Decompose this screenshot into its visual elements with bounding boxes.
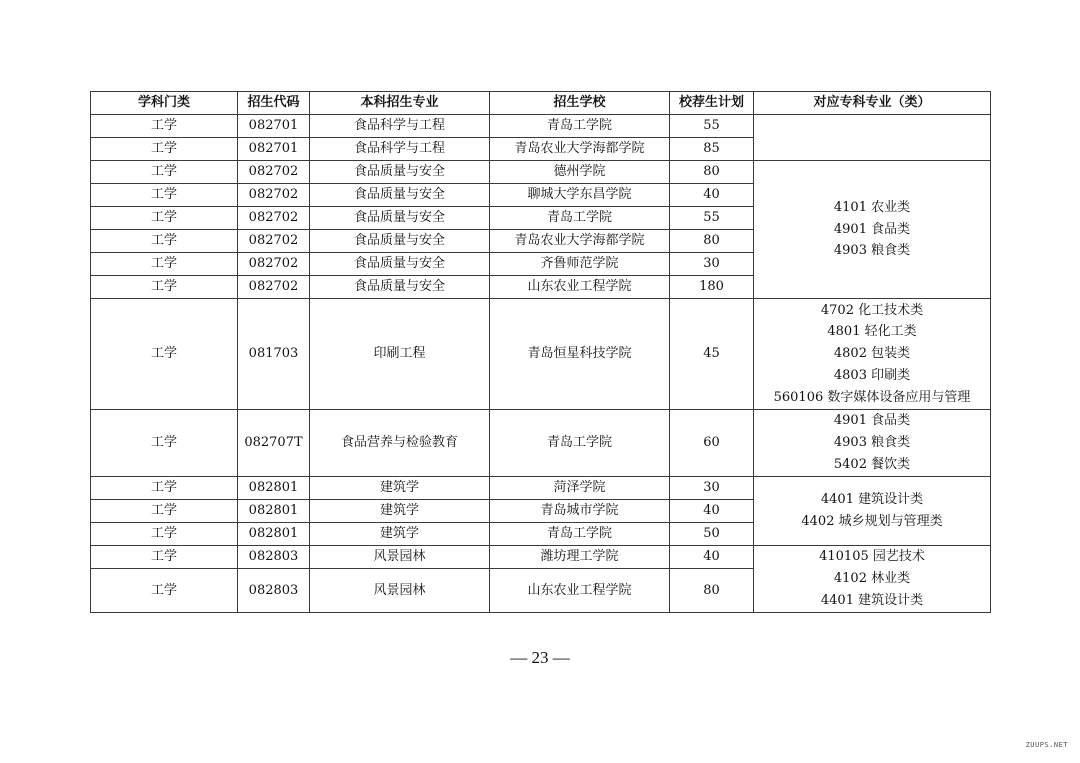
cell-major: 食品科学与工程 bbox=[310, 115, 490, 138]
cell-school: 青岛恒星科技学院 bbox=[490, 299, 670, 410]
cell-school: 青岛农业大学海都学院 bbox=[490, 230, 670, 253]
cell-major: 风景园林 bbox=[310, 569, 490, 613]
cell-school: 青岛工学院 bbox=[490, 523, 670, 546]
cell-school: 山东农业工程学院 bbox=[490, 569, 670, 613]
header-vocational-major: 对应专科专业（类） bbox=[754, 92, 991, 115]
vocational-major-item: 4903 粮食类 bbox=[833, 435, 911, 451]
cell-vocational-majors bbox=[754, 299, 991, 410]
vocational-major-item: 4702 化工技术类 bbox=[820, 302, 924, 318]
cell-discipline: 工学 bbox=[91, 569, 238, 613]
vocational-major-item: 410105 园艺技术 bbox=[819, 549, 925, 565]
cell-plan: 180 bbox=[670, 276, 754, 299]
cell-code: 081703 bbox=[238, 299, 310, 410]
vocational-major-item: 4901 食品类 bbox=[833, 413, 911, 429]
cell-plan: 80 bbox=[670, 230, 754, 253]
header-school: 招生学校 bbox=[490, 92, 670, 115]
cell-code: 082801 bbox=[238, 523, 310, 546]
cell-major: 食品质量与安全 bbox=[310, 230, 490, 253]
cell-vocational-majors bbox=[754, 546, 991, 613]
vocational-major-item: 4803 印刷类 bbox=[833, 367, 911, 383]
cell-code: 082803 bbox=[238, 546, 310, 569]
cell-plan: 85 bbox=[670, 138, 754, 161]
header-row bbox=[91, 92, 991, 115]
cell-plan: 55 bbox=[670, 207, 754, 230]
header-major: 本科招生专业 bbox=[310, 92, 490, 115]
cell-school: 青岛城市学院 bbox=[490, 500, 670, 523]
cell-school: 菏泽学院 bbox=[490, 477, 670, 500]
cell-code: 082701 bbox=[238, 115, 310, 138]
cell-discipline: 工学 bbox=[91, 299, 238, 410]
cell-code: 082801 bbox=[238, 500, 310, 523]
vocational-major-item: 560106 数字媒体设备应用与管理 bbox=[773, 389, 971, 405]
cell-plan: 30 bbox=[670, 477, 754, 500]
cell-major: 印刷工程 bbox=[310, 299, 490, 410]
vocational-major-item: 4402 城乡规划与管理类 bbox=[801, 514, 943, 529]
cell-code: 082702 bbox=[238, 161, 310, 184]
cell-discipline: 工学 bbox=[91, 410, 238, 477]
cell-discipline: 工学 bbox=[91, 546, 238, 569]
vocational-major-item: 4801 轻化工类 bbox=[827, 324, 917, 340]
cell-plan: 50 bbox=[670, 523, 754, 546]
cell-school: 山东农业工程学院 bbox=[490, 276, 670, 299]
table-row bbox=[91, 477, 991, 500]
cell-plan: 30 bbox=[670, 253, 754, 276]
table-row bbox=[91, 546, 991, 569]
cell-major: 风景园林 bbox=[310, 546, 490, 569]
cell-plan: 55 bbox=[670, 115, 754, 138]
cell-code: 082702 bbox=[238, 230, 310, 253]
cell-code: 082801 bbox=[238, 477, 310, 500]
cell-plan: 80 bbox=[670, 161, 754, 184]
cell-school: 青岛工学院 bbox=[490, 207, 670, 230]
cell-discipline: 工学 bbox=[91, 207, 238, 230]
vocational-major-item: 4903 粮食类 bbox=[833, 243, 911, 259]
cell-code: 082702 bbox=[238, 207, 310, 230]
cell-major: 食品质量与安全 bbox=[310, 207, 490, 230]
cell-plan: 80 bbox=[670, 569, 754, 613]
vocational-major-item: 5402 餐饮类 bbox=[833, 456, 911, 472]
cell-discipline: 工学 bbox=[91, 138, 238, 161]
table-row bbox=[91, 299, 991, 410]
cell-school: 聊城大学东昌学院 bbox=[490, 184, 670, 207]
cell-school: 潍坊理工学院 bbox=[490, 546, 670, 569]
cell-vocational-majors bbox=[754, 477, 991, 546]
cell-vocational-majors bbox=[754, 161, 991, 299]
watermark: ZUUPS.NET bbox=[1025, 741, 1068, 749]
cell-major: 食品质量与安全 bbox=[310, 184, 490, 207]
cell-school: 青岛工学院 bbox=[490, 410, 670, 477]
cell-vocational-majors bbox=[754, 115, 991, 161]
cell-school: 青岛工学院 bbox=[490, 115, 670, 138]
vocational-major-item: 4401 建筑设计类 bbox=[820, 492, 924, 508]
cell-school: 青岛农业大学海都学院 bbox=[490, 138, 670, 161]
cell-plan: 45 bbox=[670, 299, 754, 410]
header-code: 招生代码 bbox=[238, 92, 310, 115]
cell-major: 食品质量与安全 bbox=[310, 253, 490, 276]
header-discipline: 学科门类 bbox=[91, 92, 238, 115]
cell-discipline: 工学 bbox=[91, 276, 238, 299]
enrollment-table bbox=[90, 91, 991, 613]
vocational-major-item: 4102 林业类 bbox=[833, 571, 911, 587]
cell-code: 082702 bbox=[238, 276, 310, 299]
table-row bbox=[91, 115, 991, 138]
cell-discipline: 工学 bbox=[91, 184, 238, 207]
vocational-major-item: 4802 包装类 bbox=[833, 346, 911, 362]
cell-plan: 60 bbox=[670, 410, 754, 477]
cell-discipline: 工学 bbox=[91, 230, 238, 253]
cell-code: 082702 bbox=[238, 184, 310, 207]
cell-discipline: 工学 bbox=[91, 477, 238, 500]
cell-discipline: 工学 bbox=[91, 161, 238, 184]
cell-plan: 40 bbox=[670, 184, 754, 207]
cell-school: 德州学院 bbox=[490, 161, 670, 184]
cell-major: 食品质量与安全 bbox=[310, 276, 490, 299]
cell-discipline: 工学 bbox=[91, 115, 238, 138]
cell-discipline: 工学 bbox=[91, 500, 238, 523]
cell-major: 食品科学与工程 bbox=[310, 138, 490, 161]
cell-code: 082803 bbox=[238, 569, 310, 613]
cell-major: 建筑学 bbox=[310, 477, 490, 500]
cell-discipline: 工学 bbox=[91, 253, 238, 276]
cell-major: 建筑学 bbox=[310, 500, 490, 523]
cell-vocational-majors bbox=[754, 410, 991, 477]
cell-code: 082707T bbox=[238, 410, 310, 477]
cell-code: 082702 bbox=[238, 253, 310, 276]
cell-school: 齐鲁师范学院 bbox=[490, 253, 670, 276]
cell-plan: 40 bbox=[670, 500, 754, 523]
cell-code: 082701 bbox=[238, 138, 310, 161]
cell-major: 建筑学 bbox=[310, 523, 490, 546]
vocational-major-item: 4101 农业类 bbox=[833, 199, 911, 215]
cell-major: 食品质量与安全 bbox=[310, 161, 490, 184]
table-row bbox=[91, 161, 991, 184]
cell-major: 食品营养与检验教育 bbox=[310, 410, 490, 477]
table-row bbox=[91, 410, 991, 477]
cell-discipline: 工学 bbox=[91, 523, 238, 546]
cell-plan: 40 bbox=[670, 546, 754, 569]
header-plan: 校荐生计划 bbox=[670, 92, 754, 115]
vocational-major-item: 4901 食品类 bbox=[833, 221, 911, 237]
page-number: — 23 — bbox=[510, 648, 570, 667]
vocational-major-item: 4401 建筑设计类 bbox=[820, 592, 924, 608]
